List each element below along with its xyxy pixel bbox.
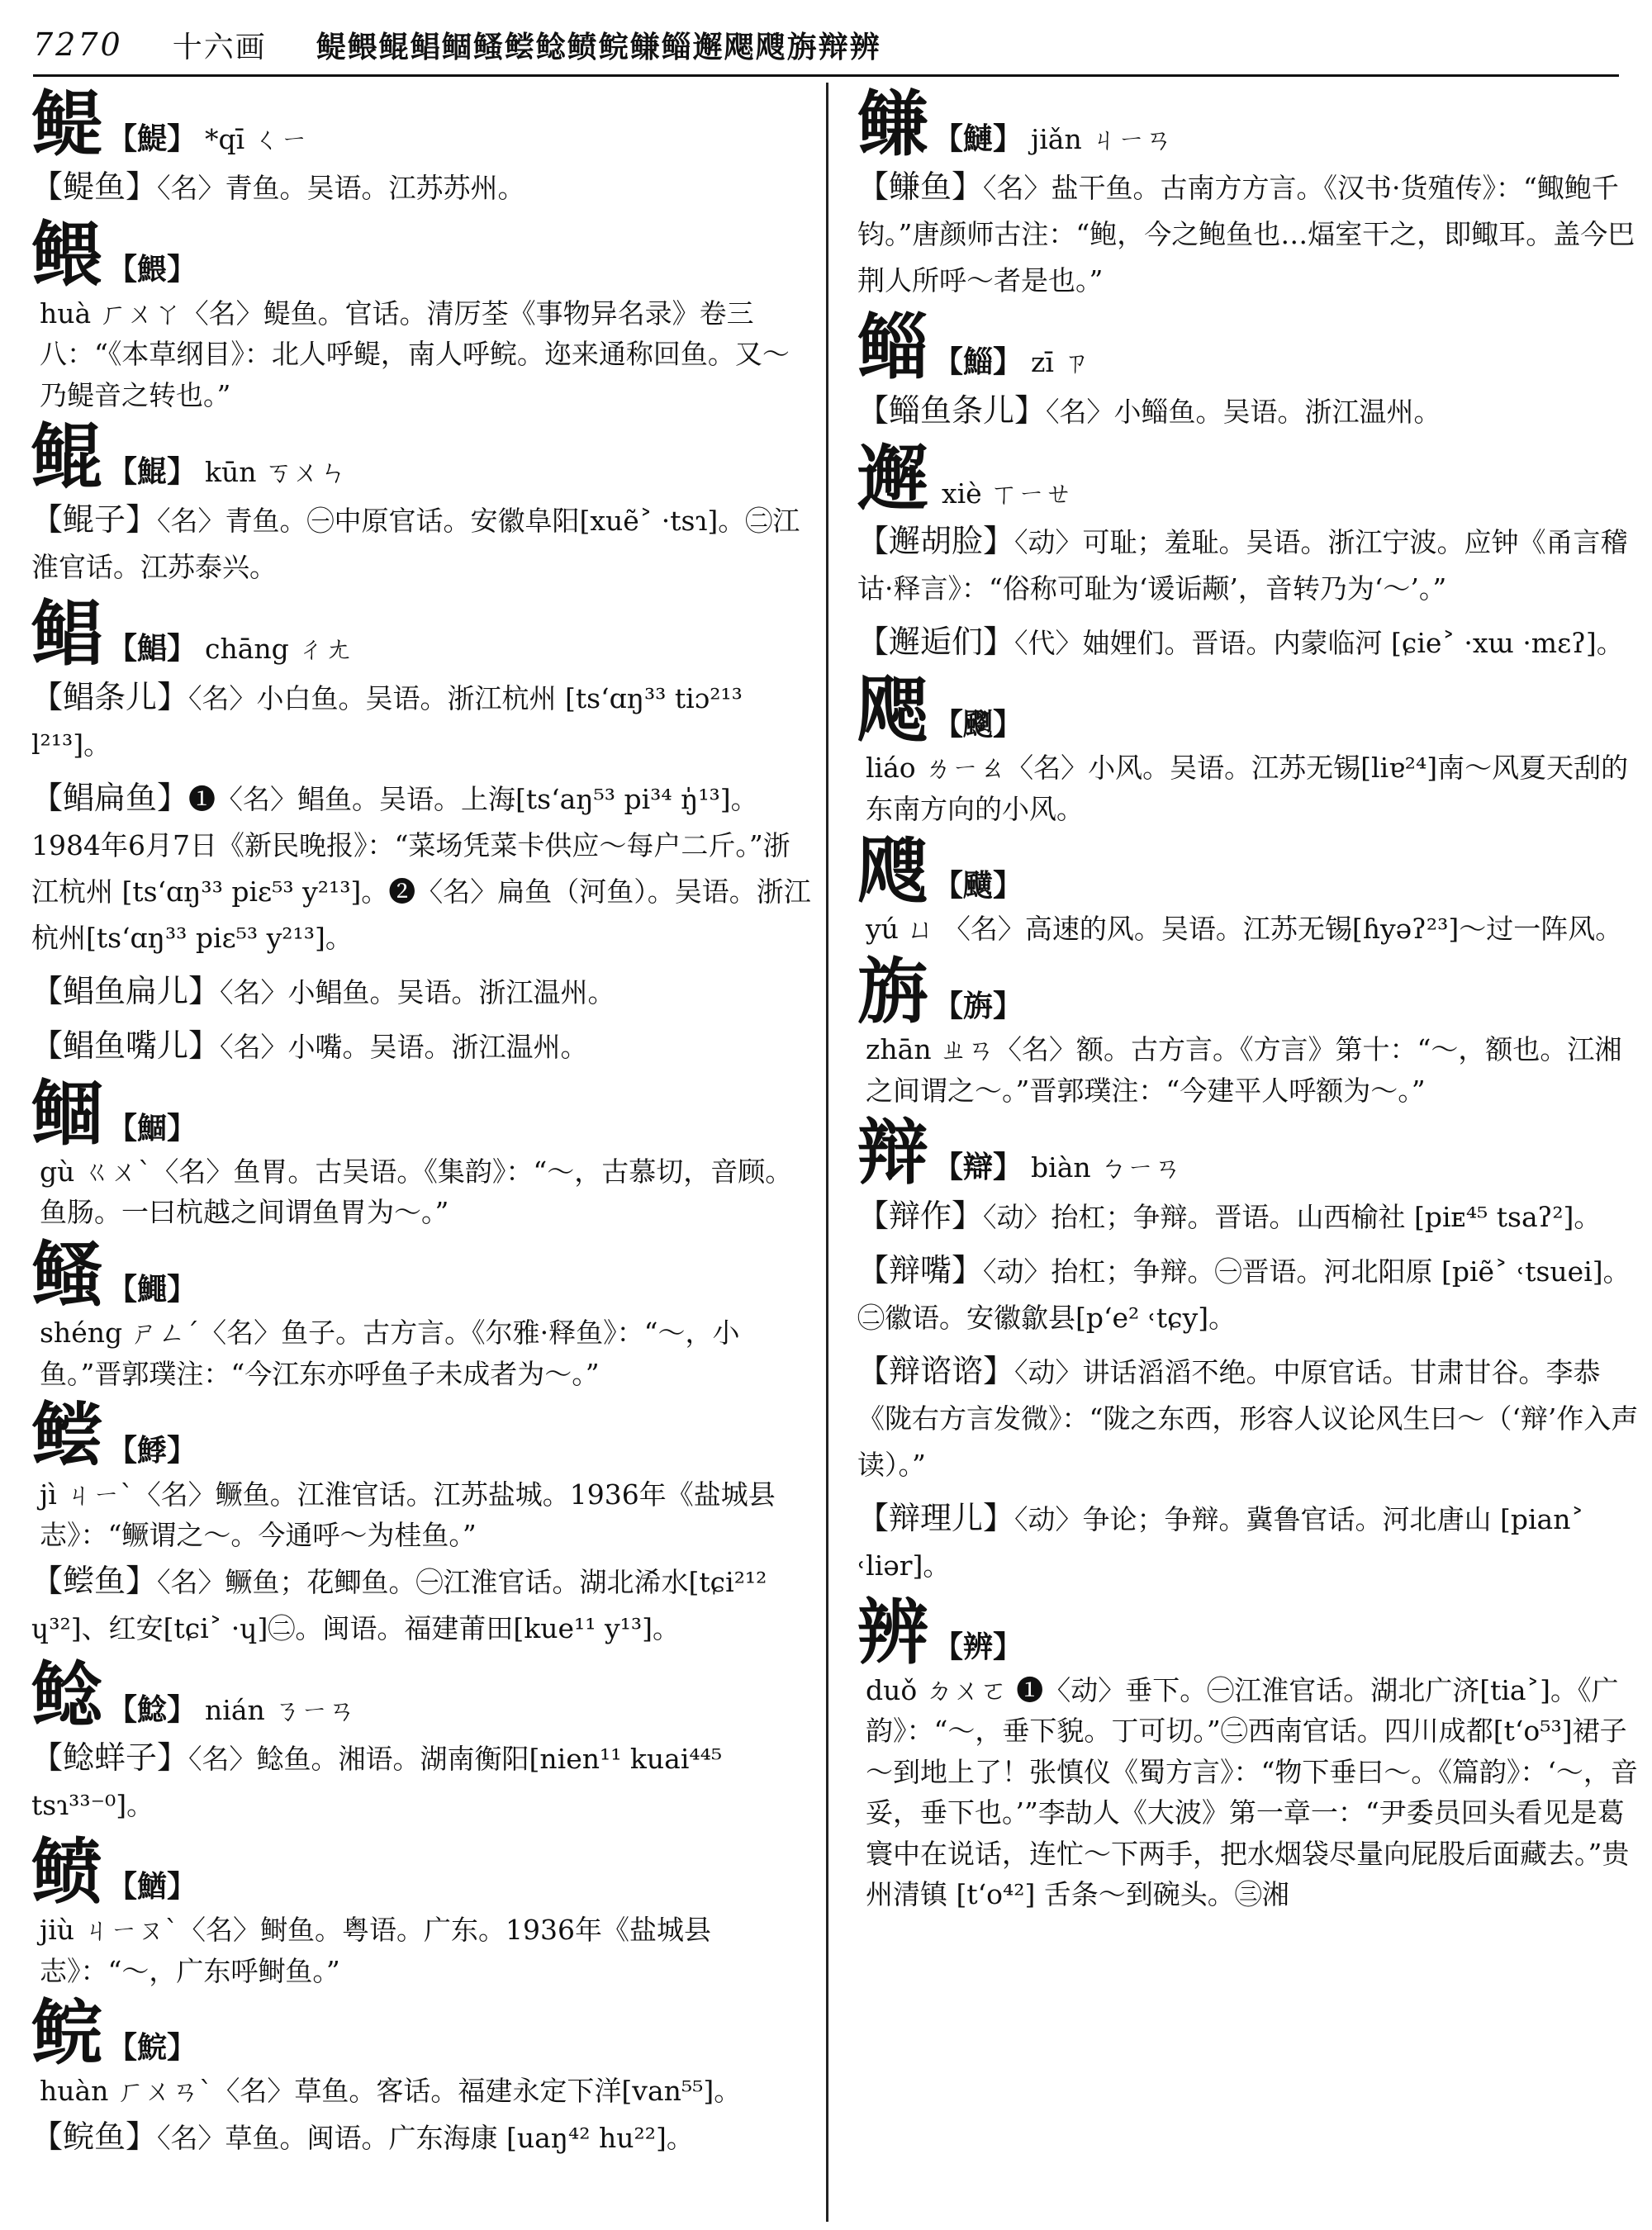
sub-entry-definition: 〈动〉讲话滔滔不绝。中原官话。甘肃甘谷。李恭《陇右方言发微》：“陇之东西，形容人议论风生曰～（‘辩’作入声读）。” — [857, 1355, 1639, 1481]
entry-definition: shéng ㄕㄥˊ〈名〉鱼子。古方言。《尔雅·释鱼》：“～，小鱼。”晋郭璞注：“今江东亦呼鱼子未成者为～。” — [40, 1317, 740, 1390]
entry-definition: huàn ㄏㄨㄢˋ〈名〉草鱼。客话。福建永定下洋[van⁵⁵]。 — [40, 2075, 742, 2108]
traditional-form: 【鯇】 — [107, 2030, 197, 2066]
page-number: 7270 — [33, 26, 123, 63]
headword-row — [857, 1111, 1640, 1195]
sub-entry-term: 【鲳鱼扁儿】 — [31, 972, 221, 1009]
sub-entry-definition: 〈名〉小鲳鱼。吴语。浙江温州。 — [220, 975, 615, 1008]
headword-row — [31, 1653, 814, 1737]
headword: 鲳 — [31, 592, 102, 676]
traditional-form: 【鯷】 — [107, 121, 197, 156]
sub-entry-definition: 〈名〉小嘴。吴语。浙江温州。 — [220, 1030, 588, 1063]
headword-row — [31, 1071, 814, 1233]
headword: 鲻 — [857, 306, 928, 390]
sub-entry — [31, 164, 814, 211]
headword: 鳀 — [31, 83, 102, 166]
entry-definition: duǒ ㄉㄨㄛ ❶〈动〉垂下。㊀江淮官话。湖北广济[tia˃]。《广韵》：“～，垂下貌。丁可切。”㊁西南官话。四川成都[t‘o⁵³]裙子～到地上了！张慎仪《蜀方言》：“物下垂曰～。《篇韵》：‘～，音妥，垂下也。’”李劼人《大波》第一章一：“尹委员回头看见是葛寰中在说话，连忙～下两手，把水烟袋尽量向屁股后面藏去。”贵州清镇 [t‘o⁴²] 舌条～到碗头。㊂湘 — [866, 1673, 1638, 1911]
traditional-form: 【鯚】 — [107, 1433, 197, 1468]
entry-definition: biàn ㄅㄧㄢ — [1031, 1151, 1182, 1184]
sub-entry-definition: 〈名〉鳜鱼；花鲫鱼。㊀江淮官话。湖北浠水[tɕi²¹² ɥ³²]、红安[tɕi˃ ·ɥ]㊁。闽语。福建莆田[kue¹¹ y¹³]。 — [31, 1565, 767, 1644]
headword-row — [857, 306, 1640, 390]
sub-entry-term: 【鳒鱼】 — [857, 168, 984, 206]
traditional-form: 【䬟】 — [933, 706, 1023, 742]
sub-entry — [31, 1022, 814, 1070]
sub-entry — [31, 496, 814, 591]
sub-entry — [857, 518, 1640, 612]
headword-row — [31, 213, 814, 415]
sub-entry — [857, 1348, 1640, 1488]
headword-row — [31, 592, 814, 676]
dictionary-entry — [857, 436, 1640, 667]
headword-row — [31, 83, 814, 166]
sub-entry-definition: 〈名〉草鱼。闽语。广东海康 [uaŋ⁴² hu²²]。 — [157, 2121, 694, 2154]
traditional-form: 【辨】 — [933, 1629, 1023, 1664]
sub-entry-definition: 〈名〉青鱼。㊀中原官话。安徽阜阳[xuẽ˃ ·tsɿ]。㊁江淮官话。江苏泰兴。 — [31, 505, 800, 584]
headword-row — [31, 1991, 814, 2112]
traditional-form: 【鰌】 — [107, 1868, 197, 1904]
right-column — [857, 83, 1640, 1915]
sub-entry-term: 【鲶蛘子】 — [31, 1739, 189, 1776]
headword-row — [31, 1394, 814, 1555]
entry-definition: zhān ㄓㄢ〈名〉额。古方言。《方言》第十：“～，额也。江湘之间谓之～。”晋郭璞注：“今建平人呼额为～。” — [866, 1033, 1622, 1107]
entry-definition: liáo ㄌㄧㄠ〈名〉小风。吴语。江苏无锡[liɐ²⁴]南～风夏天刮的东南方向的小风。 — [866, 752, 1629, 825]
sub-entry-term: 【辩谘谘】 — [857, 1352, 1015, 1389]
dictionary-entry — [31, 83, 814, 211]
sub-entry-term: 【辩作】 — [857, 1197, 984, 1234]
sub-entry-definition: 〈名〉小鲻鱼。吴语。浙江温州。 — [1046, 395, 1441, 428]
page-header — [33, 15, 1619, 77]
traditional-form: 【鰃】 — [107, 252, 197, 287]
headword: 鲲 — [31, 415, 102, 500]
dictionary-entry — [31, 592, 814, 1070]
sub-entry-term: 【辩嘴】 — [857, 1251, 984, 1288]
entry-definition: kūn ㄎㄨㄣ — [205, 456, 348, 489]
dictionary-entry — [31, 1071, 814, 1233]
dictionary-entry — [857, 306, 1640, 434]
sub-entry — [31, 968, 814, 1016]
entry-definition: zī ㄗ — [1031, 346, 1090, 379]
dictionary-entry — [857, 83, 1640, 304]
sub-entry-definition: 〈名〉鲶鱼。湘语。湖南衡阳[nien¹¹ kuai⁴⁴⁵ tsɿ³³⁻⁰]。 — [31, 1742, 723, 1821]
dictionary-entry — [31, 1653, 814, 1829]
sub-entry — [857, 387, 1640, 435]
headword: 鲶 — [31, 1653, 102, 1737]
sub-entry-definition: 〈动〉抬杠；争辩。晋语。山西榆社 [piᴇ⁴⁵ tsaʔ²]。 — [983, 1200, 1602, 1233]
sub-entry-term: 【鲻鱼条儿】 — [857, 391, 1047, 429]
sub-entry — [31, 775, 814, 961]
sub-entry — [857, 1193, 1640, 1241]
headword: 辩 — [857, 1111, 928, 1195]
sub-entry-definition: 〈名〉青鱼。吴语。江苏苏州。 — [157, 172, 525, 205]
traditional-form: 【鰱】 — [933, 121, 1023, 156]
entry-definition: huà ㄏㄨㄚ〈名〉鳀鱼。官话。清厉荃《事物异名录》卷三八：“《本草纲目》：北人呼鳀，南人呼鲩。迩来通称回鱼。又～乃鳀音之转也。” — [40, 297, 790, 411]
sub-entry-definition: 〈名〉小白鱼。吴语。浙江杭州 [ts‘ɑŋ³³ tiɔ²¹³ l²¹³]。 — [31, 681, 743, 761]
dictionary-entry — [857, 1111, 1640, 1588]
dictionary-entry — [31, 1232, 814, 1394]
entry-definition: *qī ㄑㄧ — [205, 123, 308, 155]
entry-definition: xiè ㄒㄧㄝ — [942, 477, 1073, 510]
headword: 鲼 — [31, 1829, 102, 1914]
sub-entry-term: 【鲳扁鱼】 — [31, 779, 189, 816]
headword-row — [31, 415, 814, 500]
traditional-form: 【鯝】 — [107, 1110, 197, 1146]
dictionary-entry — [31, 213, 814, 415]
headword: 鳂 — [31, 213, 102, 297]
sub-entry-definition: 〈代〉妯娌们。晋语。内蒙临河 [ɕie˃ ·xɯ ·mɛʔ]。 — [1014, 626, 1624, 659]
sub-entry — [31, 1734, 814, 1829]
headword-row — [31, 1232, 814, 1394]
stroke-section: 十六画 — [172, 30, 267, 64]
headword-row — [857, 83, 1640, 166]
left-column — [31, 83, 814, 2168]
dictionary-entry — [31, 1394, 814, 1651]
entry-definition: jiù ㄐㄧㄡˋ〈名〉鲥鱼。粤语。广东。1936年《盐城县志》：“～，广东呼鲥鱼。” — [40, 1914, 712, 1987]
sub-entry-definition: 〈动〉抬杠；争辩。㊀晋语。河北阳原 [piẽ˃ ˓tsuei]。㊁徽语。安徽歙县[p‘e² ˓tɕy]。 — [857, 1255, 1631, 1334]
entry-definition: jì ㄐㄧˋ〈名〉鳜鱼。江淮官话。江苏盐城。1936年《盐城县志》：“鳜谓之～。今通呼～为桂鱼。” — [40, 1478, 776, 1552]
traditional-form: 【鯧】 — [107, 631, 197, 667]
sub-entry-term: 【鲳条儿】 — [31, 678, 189, 715]
headword: 鳋 — [31, 1232, 102, 1317]
traditional-form: 【辯】 — [933, 1150, 1023, 1185]
dictionary-entry — [31, 1991, 814, 2161]
headword: 鳒 — [857, 83, 928, 166]
dictionary-entry — [31, 1829, 814, 1991]
dictionary-entry — [857, 949, 1640, 1111]
sub-entry-term: 【邂胡脸】 — [857, 522, 1015, 559]
headword-row — [857, 829, 1640, 950]
sub-entry-definition: 〈名〉盐干鱼。古南方方言。《汉书·货殖传》：“鲰鲍千钧。”唐颜师古注：“鲍，今之鲍鱼也…煏室干之，即鲰耳。盖今巴荆人所呼～者是也。” — [857, 172, 1635, 297]
sub-entry — [31, 2114, 814, 2161]
sub-entry-definition: 〈动〉争论；争辩。冀鲁官话。河北唐山 [pian˃ ˓liər]。 — [857, 1502, 1584, 1582]
sub-entry-term: 【邂逅们】 — [857, 623, 1015, 660]
headword: 飕 — [857, 829, 928, 913]
traditional-form: 【鱦】 — [107, 1271, 197, 1307]
headword-row — [857, 949, 1640, 1111]
sub-entry — [31, 674, 814, 768]
headword-row — [857, 667, 1640, 829]
traditional-form: 【鯤】 — [107, 454, 197, 490]
headword: 鲿 — [31, 1394, 102, 1478]
traditional-form: 【鯔】 — [933, 344, 1023, 380]
sub-entry-term: 【鲲子】 — [31, 501, 158, 539]
headword: 邂 — [857, 436, 928, 520]
headword: 飔 — [857, 667, 928, 752]
dictionary-entry — [31, 415, 814, 591]
entry-definition: nián ㄋㄧㄢ — [205, 1693, 356, 1726]
sub-entry-term: 【鲿鱼】 — [31, 1562, 158, 1599]
sub-entry-term: 【辩理儿】 — [857, 1499, 1015, 1536]
dictionary-entry — [857, 829, 1640, 950]
traditional-form: 【䬝】 — [933, 868, 1023, 904]
entry-definition: jiǎn ㄐㄧㄢ — [1031, 123, 1173, 155]
entry-definition: gù ㄍㄨˋ〈名〉鱼胃。古吴语。《集韵》：“～，古慕切，音顾。鱼肠。一曰杭越之间谓鱼胃为～。” — [40, 1155, 793, 1229]
column-divider — [826, 83, 828, 2222]
headword-row — [31, 1829, 814, 1991]
dictionary-entry — [857, 667, 1640, 829]
sub-entry — [857, 1495, 1640, 1589]
entry-definition: chāng ㄔㄤ — [205, 633, 353, 666]
traditional-form: 【旃】 — [933, 988, 1023, 1023]
sub-entry — [857, 1247, 1640, 1341]
headword: 鲩 — [31, 1991, 102, 2076]
entry-definition: yú ㄩ 〈名〉高速的风。吴语。江苏无锡[ɦyəʔ²³]～过一阵风。 — [866, 913, 1623, 946]
sub-entry-definition: 〈动〉可耻；羞耻。吴语。浙江宁波。应钟《甬言稽诂·释言》：“俗称可耻为‘谖诟颟’，音转乃为‘～’。” — [857, 525, 1628, 605]
traditional-form: 【鯰】 — [107, 1691, 197, 1727]
header-characters: 鳀鳂鲲鲳鲴鳋鲿鲶鲼鲩鳒鲻邂飔飕旃辩辨 — [316, 29, 881, 64]
sub-entry — [31, 1558, 814, 1652]
sub-entry-term: 【鲩鱼】 — [31, 2118, 158, 2155]
sub-entry-term: 【鲳鱼嘴儿】 — [31, 1027, 221, 1064]
dictionary-entry — [857, 1590, 1640, 1915]
headword: 辨 — [857, 1590, 928, 1674]
sub-entry-term: 【鳀鱼】 — [31, 168, 158, 206]
headword: 旃 — [857, 949, 928, 1033]
sub-entry — [857, 619, 1640, 667]
headword: 鲴 — [31, 1071, 102, 1155]
sub-entry-definition: ❶〈名〉鲳鱼。吴语。上海[ts‘aŋ⁵³ pi³⁴ ŋ̍¹³]。1984年6月7日《新民晚报》：“菜场凭菜卡供应～每户二斤。”浙江杭州 [ts‘ɑŋ³³ piɛ⁵³ y²¹³]。❷〈名〉扁鱼（河鱼）。吴语。浙江杭州[ts‘ɑŋ³³ piɛ⁵³ y²¹³]。 — [31, 782, 811, 954]
sub-entry — [857, 164, 1640, 304]
headword-row — [857, 436, 1640, 520]
headword-row — [857, 1590, 1640, 1915]
